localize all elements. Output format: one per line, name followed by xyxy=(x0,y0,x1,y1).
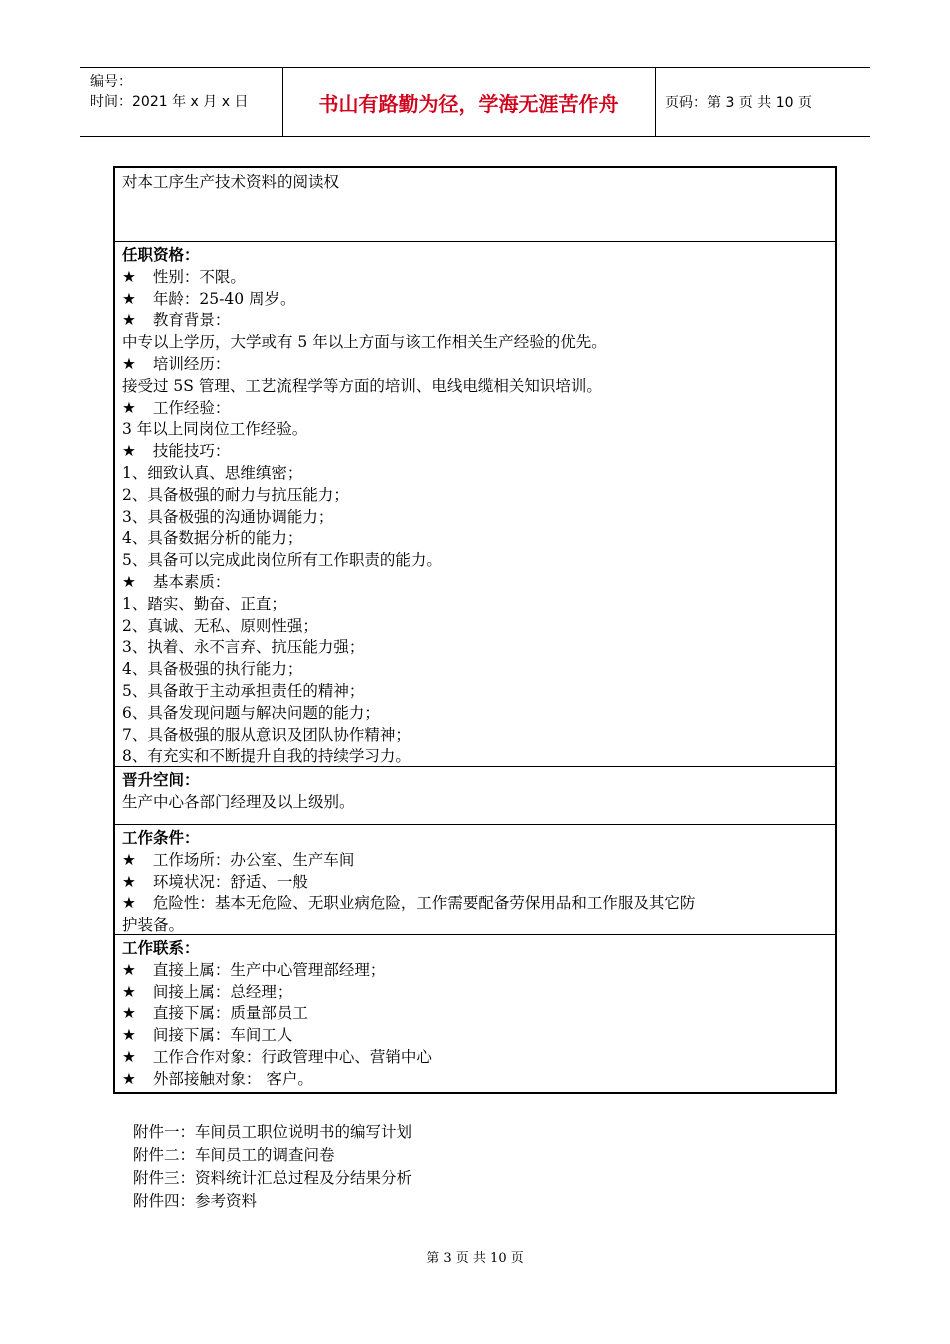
qualifications-title: 任职资格： xyxy=(122,246,200,264)
list-item-text: 工作经验： xyxy=(148,398,231,417)
star-icon: ★ xyxy=(122,289,136,308)
list-item-text: 年龄：25-40 周岁。 xyxy=(148,289,296,308)
list-item xyxy=(122,594,835,616)
work-relations-list xyxy=(122,960,835,1091)
list-item-text: 8、有充实和不断提升自我的持续学习力。 xyxy=(122,747,411,766)
attachments-list xyxy=(133,1121,412,1213)
work-conditions-list xyxy=(122,850,835,937)
list-item xyxy=(122,507,835,529)
qualifications-section xyxy=(115,245,835,768)
promotion-title: 晋升空间： xyxy=(122,771,200,789)
qualifications-list xyxy=(122,267,835,768)
starred-list-item xyxy=(122,289,835,311)
list-item-text: 护装备。 xyxy=(122,916,185,935)
list-item-text: 5、具备敢于主动承担责任的精神； xyxy=(122,681,365,700)
star-icon: ★ xyxy=(122,872,136,891)
list-item xyxy=(122,485,835,507)
list-item-text: 2、真诚、无私、原则性强； xyxy=(122,616,318,635)
header-page-info: 页码：第 3 页 共 10 页 xyxy=(665,95,812,111)
work-conditions-title: 工作条件： xyxy=(122,829,200,847)
list-item-text: 工作合作对象：行政管理中心、营销中心 xyxy=(148,1047,432,1066)
list-item-text: 工作场所：办公室、生产车间 xyxy=(148,850,355,869)
header-meta xyxy=(90,72,248,112)
starred-list-item xyxy=(122,1025,835,1047)
list-item-text: 外部接触对象： 客户。 xyxy=(148,1069,313,1088)
attachment-item: 附件二：车间员工的调查问卷 xyxy=(133,1146,335,1164)
starred-list-item xyxy=(122,893,835,915)
starred-list-item xyxy=(122,1047,835,1069)
star-icon: ★ xyxy=(122,442,136,461)
star-icon: ★ xyxy=(122,894,136,913)
list-item-text: 培训经历： xyxy=(148,354,231,373)
list-item-text: 基本素质： xyxy=(148,572,231,591)
star-icon: ★ xyxy=(122,1069,136,1088)
promotion-section xyxy=(115,770,835,814)
star-icon: ★ xyxy=(122,354,136,373)
row-divider xyxy=(115,766,835,767)
list-item xyxy=(122,419,835,441)
job-description-table xyxy=(113,166,837,1094)
star-icon: ★ xyxy=(122,267,136,286)
list-item-text: 3 年以上同岗位工作经验。 xyxy=(122,420,308,439)
list-item-text: 性别：不限。 xyxy=(148,267,246,286)
star-icon: ★ xyxy=(122,1004,136,1023)
list-item xyxy=(122,725,835,747)
list-item-text: 5、具备可以完成此岗位所有工作职责的能力。 xyxy=(122,551,442,570)
access-rights-line: 对本工序生产技术资料的阅读权 xyxy=(122,173,340,191)
promotion-line: 生产中心各部门经理及以上级别。 xyxy=(122,792,355,811)
attachment-item: 附件四：参考资料 xyxy=(133,1192,258,1210)
list-item-text: 环境状况：舒适、一般 xyxy=(148,872,308,891)
starred-list-item xyxy=(122,850,835,872)
list-item-text: 危险性：基本无危险、无职业病危险，工作需要配备劳保用品和工作服及其它防 xyxy=(148,894,696,913)
list-item-text: 直接上属：生产中心管理部经理； xyxy=(148,960,386,979)
star-icon: ★ xyxy=(122,1026,136,1045)
star-icon: ★ xyxy=(122,572,136,591)
row-divider xyxy=(115,824,835,825)
star-icon: ★ xyxy=(122,960,136,979)
list-item xyxy=(122,746,835,768)
work-relations-section xyxy=(115,938,835,1091)
list-item xyxy=(122,463,835,485)
starred-list-item xyxy=(122,1003,835,1025)
document-number-label: 编号： xyxy=(90,74,132,90)
list-item-text: 2、具备极强的耐力与抗压能力； xyxy=(122,485,349,504)
header-divider xyxy=(655,68,656,136)
list-item-text: 1、细致认真、思维缜密； xyxy=(122,463,303,482)
list-item-text: 接受过 5S 管理、工艺流程学等方面的培训、电线电缆相关知识培训。 xyxy=(122,376,602,395)
list-item xyxy=(122,637,835,659)
starred-list-item xyxy=(122,398,835,420)
star-icon: ★ xyxy=(122,311,136,330)
list-item xyxy=(122,376,835,398)
list-item-text: 3、执着、永不言弃、抗压能力强； xyxy=(122,638,365,657)
list-item-text: 间接上属：总经理； xyxy=(148,982,293,1001)
page-footer xyxy=(0,1247,950,1266)
footer-page-number: 第 3 页 共 10 页 xyxy=(426,1251,524,1266)
starred-list-item xyxy=(122,1069,835,1091)
work-relations-title: 工作联系： xyxy=(122,939,200,957)
list-item-text: 技能技巧： xyxy=(148,442,231,461)
list-item-text: 教育背景： xyxy=(148,311,231,330)
starred-list-item xyxy=(122,441,835,463)
header-motto: 书山有路勤为径，学海无涯苦作舟 xyxy=(318,91,619,116)
list-item-text: 4、具备数据分析的能力； xyxy=(122,529,303,548)
list-item-text: 间接下属：车间工人 xyxy=(148,1026,293,1045)
starred-list-item xyxy=(122,572,835,594)
row-divider xyxy=(115,934,835,935)
starred-list-item xyxy=(122,354,835,376)
list-item-text: 直接下属：质量部员工 xyxy=(148,1004,308,1023)
list-item xyxy=(122,616,835,638)
list-item-text: 1、踏实、勤奋、正直； xyxy=(122,594,287,613)
star-icon: ★ xyxy=(122,398,136,417)
starred-list-item xyxy=(122,982,835,1004)
list-item xyxy=(122,703,835,725)
starred-list-item xyxy=(122,267,835,289)
list-item-text: 6、具备发现问题与解决问题的能力； xyxy=(122,703,380,722)
list-item-text: 4、具备极强的执行能力； xyxy=(122,660,303,679)
list-item-text: 3、具备极强的沟通协调能力； xyxy=(122,507,334,526)
starred-list-item xyxy=(122,310,835,332)
page-header xyxy=(80,67,870,137)
list-item xyxy=(122,550,835,572)
list-item xyxy=(122,528,835,550)
star-icon: ★ xyxy=(122,982,136,1001)
starred-list-item xyxy=(122,872,835,894)
row-divider xyxy=(115,241,835,242)
starred-list-item xyxy=(122,960,835,982)
list-item-text: 中专以上学历，大学或有 5 年以上方面与该工作相关生产经验的优先。 xyxy=(122,333,607,352)
work-conditions-section xyxy=(115,828,835,937)
attachment-item: 附件三：资料统计汇总过程及分结果分析 xyxy=(133,1169,413,1187)
star-icon: ★ xyxy=(122,850,136,869)
document-date: 时间：2021 年 x 月 x 日 xyxy=(90,94,249,110)
list-item-text: 7、具备极强的服从意识及团队协作精神； xyxy=(122,725,411,744)
access-rights-section xyxy=(115,172,835,194)
star-icon: ★ xyxy=(122,1047,136,1066)
attachment-item: 附件一：车间员工职位说明书的编写计划 xyxy=(133,1123,413,1141)
list-item xyxy=(122,659,835,681)
list-item xyxy=(122,681,835,703)
list-item xyxy=(122,332,835,354)
